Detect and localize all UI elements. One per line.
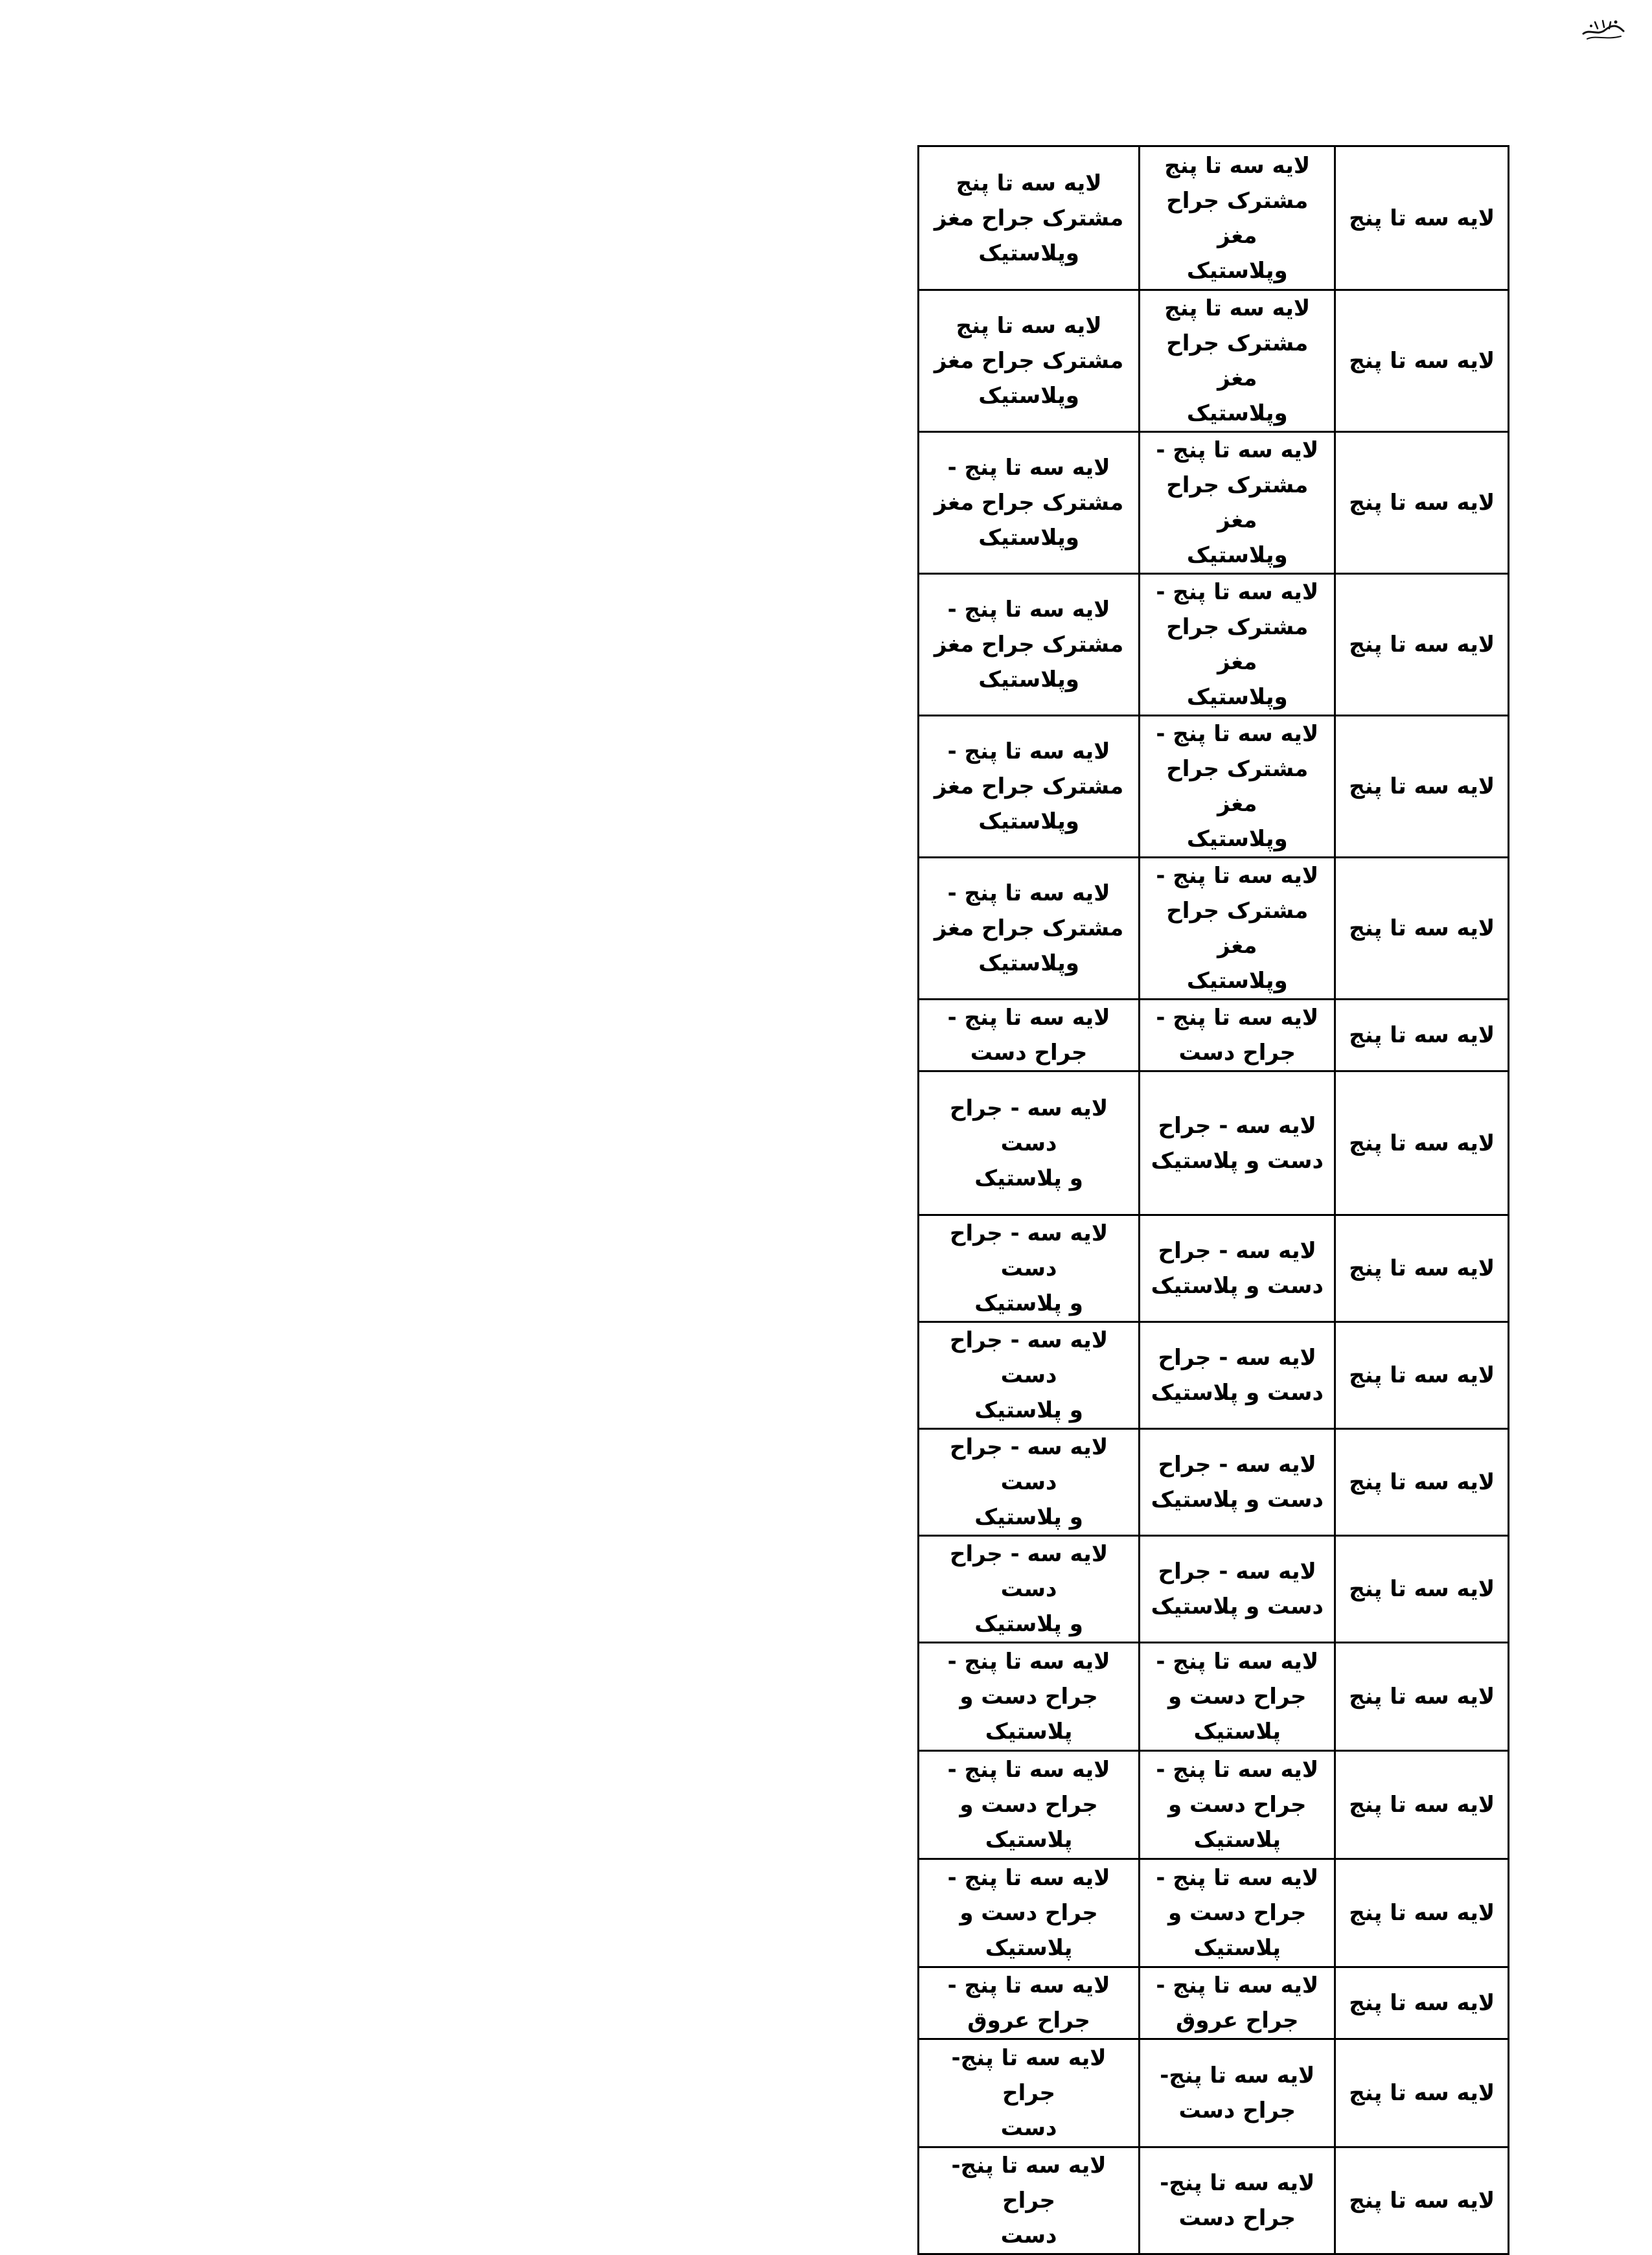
table-cell: لایه سه تا پنج - جراح دست bbox=[1140, 1000, 1335, 1071]
table-cell: لایه سه - جراح دست و پلاستیک bbox=[1140, 1071, 1335, 1215]
table-cell: لایه سه تا پنج- جراح دست bbox=[1140, 2147, 1335, 2254]
table-cell: لایه سه تا پنج bbox=[1335, 1215, 1509, 1322]
table-cell: لایه سه تا پنج - مشترک جراح مغز وپلاستیک bbox=[1140, 574, 1335, 716]
table-cell: لایه سه تا پنج bbox=[1335, 716, 1509, 858]
table-cell: لایه سه تا پنج bbox=[1335, 432, 1509, 574]
table-row bbox=[919, 1429, 1509, 1536]
table-row bbox=[919, 2147, 1509, 2254]
table-row bbox=[919, 1215, 1509, 1322]
schedule-body bbox=[919, 146, 1509, 2254]
table-cell: لایه سه - جراح دست و پلاستیک bbox=[919, 1536, 1140, 1643]
table-cell: لایه سه - جراح دست و پلاستیک bbox=[1140, 1429, 1335, 1536]
table-cell: لایه سه تا پنج bbox=[1335, 290, 1509, 432]
table-cell: لایه سه - جراح دست و پلاستیک bbox=[919, 1215, 1140, 1322]
table-cell: لایه سه تا پنج مشترک جراح مغز وپلاستیک bbox=[919, 146, 1140, 290]
table-cell: لایه سه تا پنج bbox=[1335, 1967, 1509, 2039]
table-cell: لایه سه تا پنج - مشترک جراح مغز وپلاستیک bbox=[919, 574, 1140, 716]
table-cell: لایه سه تا پنج- جراح دست bbox=[1140, 2039, 1335, 2147]
table-row bbox=[919, 1322, 1509, 1429]
table-cell: لایه سه تا پنج bbox=[1335, 1000, 1509, 1071]
table-cell: لایه سه تا پنج - جراح عروق bbox=[919, 1967, 1140, 2039]
table-cell: لایه سه تا پنج bbox=[1335, 1751, 1509, 1859]
table-cell: لایه سه - جراح دست و پلاستیک bbox=[1140, 1215, 1335, 1322]
table-cell: لایه سه تا پنج - مشترک جراح مغز وپلاستیک bbox=[919, 432, 1140, 574]
table-row bbox=[919, 1071, 1509, 1215]
table-cell: لایه سه تا پنج bbox=[1335, 2147, 1509, 2254]
table-cell: لایه سه تا پنج مشترک جراح مغز وپلاستیک bbox=[919, 290, 1140, 432]
table-cell: لایه سه تا پنج - جراح دست و پلاستیک bbox=[1140, 1859, 1335, 1967]
table-row bbox=[919, 716, 1509, 858]
table-cell: لایه سه تا پنج - جراح دست و پلاستیک bbox=[1140, 1643, 1335, 1751]
table-row bbox=[919, 858, 1509, 1000]
table-cell: لایه سه تا پنج - مشترک جراح مغز وپلاستیک bbox=[1140, 432, 1335, 574]
table-cell: لایه سه تا پنج - جراح دست bbox=[919, 1000, 1140, 1071]
table-row bbox=[919, 1536, 1509, 1643]
table-cell: لایه سه تا پنج - جراح دست و پلاستیک bbox=[919, 1859, 1140, 1967]
table-cell: لایه سه تا پنج bbox=[1335, 574, 1509, 716]
table-row bbox=[919, 1859, 1509, 1967]
table-row bbox=[919, 2039, 1509, 2147]
table-row bbox=[919, 1967, 1509, 2039]
table-cell: لایه سه تا پنج bbox=[1335, 1859, 1509, 1967]
table-cell: لایه سه تا پنج - جراح عروق bbox=[1140, 1967, 1335, 2039]
table-cell: لایه سه - جراح دست و پلاستیک bbox=[919, 1071, 1140, 1215]
table-cell: لایه سه تا پنج bbox=[1335, 1536, 1509, 1643]
table-cell: لایه سه - جراح دست و پلاستیک bbox=[1140, 1322, 1335, 1429]
table-cell: لایه سه تا پنج- جراح دست bbox=[919, 2039, 1140, 2147]
publisher-logo bbox=[1581, 14, 1626, 43]
table-cell: لایه سه تا پنج - مشترک جراح مغز وپلاستیک bbox=[919, 716, 1140, 858]
table-row bbox=[919, 432, 1509, 574]
table-cell: لایه سه تا پنج - جراح دست و پلاستیک bbox=[919, 1751, 1140, 1859]
table-cell: لایه سه تا پنج bbox=[1335, 1322, 1509, 1429]
table-cell: لایه سه تا پنج bbox=[1335, 858, 1509, 1000]
table-cell: لایه سه تا پنج - جراح دست و پلاستیک bbox=[919, 1643, 1140, 1751]
table-cell: لایه سه تا پنج مشترک جراح مغز وپلاستیک bbox=[1140, 290, 1335, 432]
table-row bbox=[919, 574, 1509, 716]
table-cell: لایه سه تا پنج bbox=[1335, 1429, 1509, 1536]
table-row bbox=[919, 1751, 1509, 1859]
table-cell: لایه سه تا پنج bbox=[1335, 1071, 1509, 1215]
table-row bbox=[919, 146, 1509, 290]
table-cell: لایه سه تا پنج - جراح دست و پلاستیک bbox=[1140, 1751, 1335, 1859]
table-row bbox=[919, 1643, 1509, 1751]
table-cell: لایه سه تا پنج bbox=[1335, 2039, 1509, 2147]
table-cell: لایه سه تا پنج bbox=[1335, 1643, 1509, 1751]
table-cell: لایه سه تا پنج bbox=[1335, 146, 1509, 290]
schedule-table bbox=[917, 145, 1509, 2255]
table-cell: لایه سه تا پنج - مشترک جراح مغز وپلاستیک bbox=[1140, 716, 1335, 858]
table-row bbox=[919, 290, 1509, 432]
table-cell: لایه سه تا پنج- جراح دست bbox=[919, 2147, 1140, 2254]
table-cell: لایه سه - جراح دست و پلاستیک bbox=[919, 1429, 1140, 1536]
table-row bbox=[919, 1000, 1509, 1071]
table-cell: لایه سه - جراح دست و پلاستیک bbox=[919, 1322, 1140, 1429]
table-cell: لایه سه تا پنج - مشترک جراح مغز وپلاستیک bbox=[1140, 858, 1335, 1000]
table-cell: لایه سه تا پنج مشترک جراح مغز وپلاستیک bbox=[1140, 146, 1335, 290]
table-cell: لایه سه تا پنج - مشترک جراح مغز وپلاستیک bbox=[919, 858, 1140, 1000]
table-cell: لایه سه - جراح دست و پلاستیک bbox=[1140, 1536, 1335, 1643]
